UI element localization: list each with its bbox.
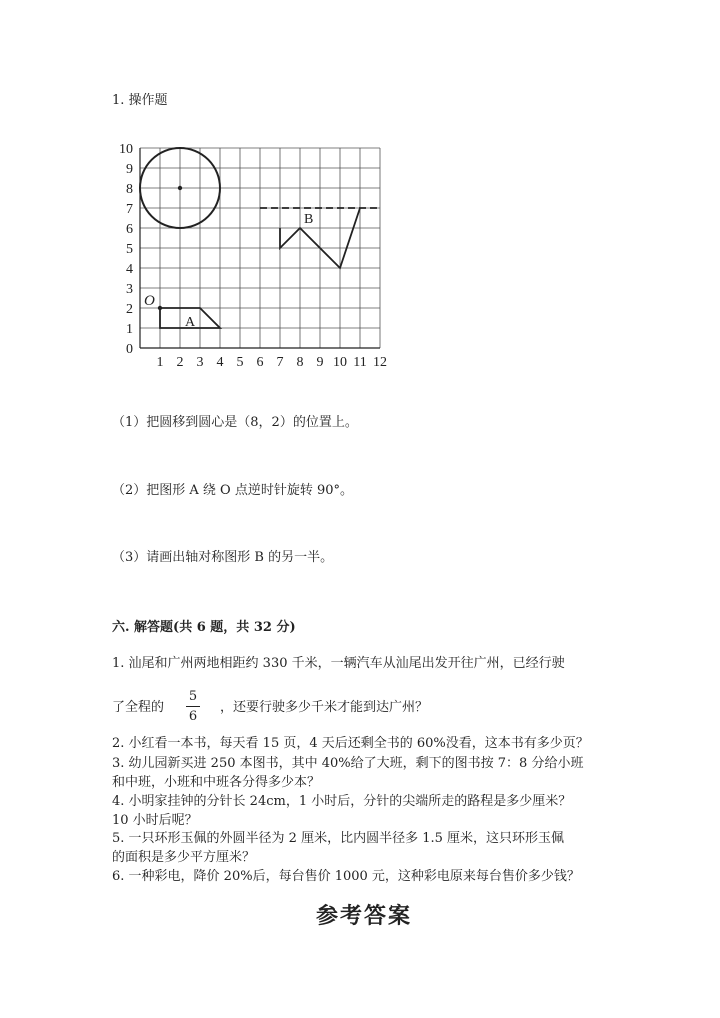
question-2-text: 2. 小红看一本书，每天看 15 页，4 天后还剩全书的 60%没看，这本书有多少页？ <box>112 736 589 751</box>
section-six-heading: 六. 解答题(共 6 题，共 32 分) <box>112 620 296 635</box>
y-tick-label: 8 <box>126 182 133 197</box>
question-3-line-1: 3. 幼儿园新买进 250 本图书，其中 40%给了大班，剩下的图书按 7：8 分给小班 <box>112 756 584 771</box>
task-2-text: （2）把图形 A 绕 O 点逆时针旋转 90°。 <box>112 483 354 498</box>
x-tick-label: 5 <box>236 355 244 370</box>
x-tick-label: 9 <box>316 355 324 370</box>
question-1-line-1: 1. 汕尾和广州两地相距约 330 千米，一辆汽车从汕尾出发开往广州，已经行驶 <box>112 656 565 671</box>
axis-tick-labels <box>119 142 387 370</box>
question-5-line-2: 的面积是多少平方厘米？ <box>112 850 256 865</box>
question-4-line-2: 10 小时后呢？ <box>112 813 198 828</box>
fraction-numerator: 5 <box>186 688 200 707</box>
x-tick-label: 2 <box>176 355 184 370</box>
y-tick-label: 6 <box>126 222 133 237</box>
y-tick-label: 2 <box>126 302 133 317</box>
y-tick-label: 5 <box>126 242 133 257</box>
x-tick-label: 12 <box>373 355 387 370</box>
y-tick-label: 1 <box>126 322 133 337</box>
question-4-line-1: 4. 小明家挂钟的分针长 24cm，1 小时后，分针的尖端所走的路程是多少厘米？ <box>112 794 572 809</box>
task-3-text: （3）请画出轴对称图形 B 的另一半。 <box>112 550 334 565</box>
question-5-line-1: 5. 一只环形玉佩的外圆半径为 2 厘米，比内圆半径多 1.5 厘米，这只环形玉佩 <box>112 831 565 846</box>
x-tick-label: 3 <box>196 355 204 370</box>
y-tick-label: 10 <box>119 142 133 157</box>
x-tick-label: 4 <box>216 355 224 370</box>
question-1-line-2-prefix: 了全程的 <box>112 700 165 715</box>
circle-center-dot <box>178 186 182 190</box>
x-tick-label: 8 <box>296 355 304 370</box>
answer-title: 参考答案 <box>316 903 413 929</box>
y-tick-label: 0 <box>126 342 133 357</box>
fraction-denominator: 6 <box>188 709 198 724</box>
fraction-five-sixths <box>186 688 200 725</box>
x-tick-label: 7 <box>276 355 284 370</box>
question-3-line-2: 和中班，小班和中班各分得多少本？ <box>112 775 321 790</box>
task-1-text: （1）把圆移到圆心是（8，2）的位置上。 <box>112 415 358 430</box>
y-tick-label: 7 <box>126 202 133 217</box>
question-1-line-2-suffix: ，还要行驶多少千米才能到达广州？ <box>220 700 429 715</box>
origin-point-dot <box>158 306 162 310</box>
y-tick-label: 9 <box>126 162 133 177</box>
y-tick-label: 3 <box>126 282 133 297</box>
x-tick-label: 10 <box>333 355 347 370</box>
shape-b-label: B <box>304 212 314 227</box>
x-tick-label: 11 <box>353 355 367 370</box>
shape-a-label: A <box>185 315 196 330</box>
operation-title: 1. 操作题 <box>112 93 168 108</box>
x-tick-label: 1 <box>156 355 164 370</box>
grid-lines <box>140 148 380 348</box>
x-tick-label: 6 <box>256 355 264 370</box>
question-6-text: 6. 一种彩电，降价 20%后，每台售价 1000 元，这种彩电原来每台售价多少钱？ <box>112 869 580 884</box>
y-tick-label: 4 <box>126 262 133 277</box>
coordinate-grid-figure <box>118 140 398 370</box>
origin-label: O <box>144 293 155 309</box>
